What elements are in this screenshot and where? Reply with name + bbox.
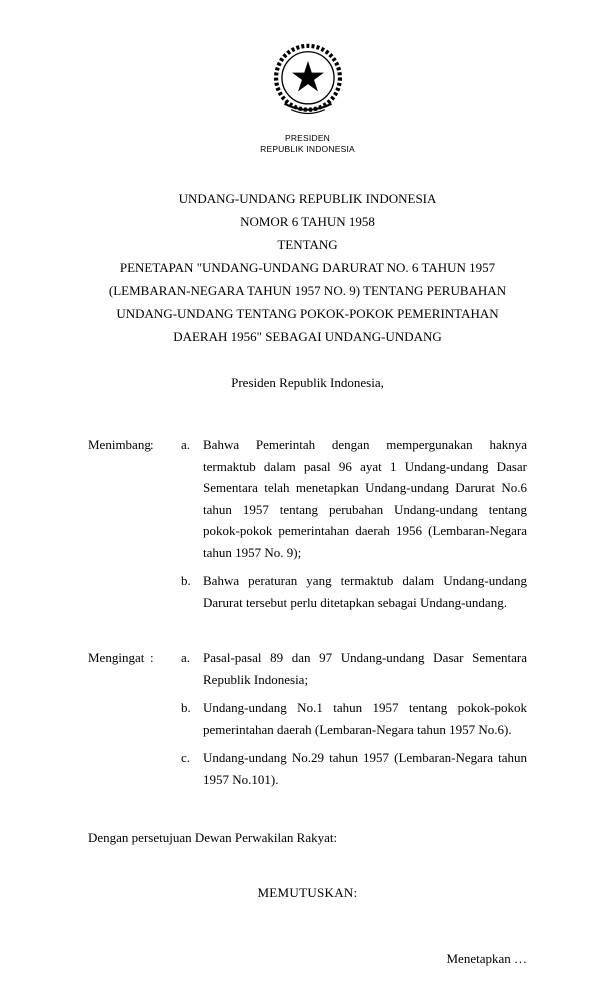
salutation: Presiden Republik Indonesia, bbox=[231, 375, 384, 390]
item-marker: a. bbox=[181, 437, 191, 452]
list-item bbox=[181, 697, 527, 740]
item-text: Bahwa peraturan yang termaktub dalam Undang-undang Darurat tersebut perlu ditetapkan sebagai Undang-undang. bbox=[203, 573, 527, 610]
item-marker: c. bbox=[181, 750, 191, 765]
item-marker: b. bbox=[181, 700, 191, 715]
legal-basis-clause bbox=[88, 647, 527, 790]
considerations-items bbox=[181, 434, 527, 613]
decision-heading: MEMUTUSKAN: bbox=[257, 885, 358, 900]
list-item bbox=[181, 747, 527, 790]
item-marker: b. bbox=[181, 573, 191, 588]
title-number: NOMOR 6 TAHUN 1958 bbox=[240, 214, 375, 229]
item-text: Pasal-pasal 89 dan 97 Undang-undang Dasar Sementara Republik Indonesia; bbox=[203, 650, 527, 687]
item-text: Undang-undang No.1 tahun 1957 tentang pokok-pokok pemerintahan daerah (Lembaran-Negara tahun 1957 No.6). bbox=[203, 700, 527, 737]
considerations-label: Menimbang bbox=[88, 437, 151, 452]
legal-basis-colon: : bbox=[150, 650, 154, 665]
legal-basis-label: Mengingat bbox=[88, 650, 145, 665]
letterhead-line1: PRESIDEN bbox=[284, 133, 331, 143]
list-item bbox=[181, 434, 527, 563]
letterhead-text bbox=[88, 133, 527, 154]
considerations-colon: : bbox=[150, 437, 154, 452]
catchword: Menetapkan … bbox=[446, 951, 527, 966]
agreement-line: Dengan persetujuan Dewan Perwakilan Rakyat: bbox=[88, 830, 338, 845]
title-line1: UNDANG-UNDANG REPUBLIK INDONESIA bbox=[178, 191, 437, 206]
presidential-seal-icon bbox=[266, 40, 350, 124]
item-text: Bahwa Pemerintah dengan mempergunakan haknya termaktub dalam pasal 96 ayat 1 Undang-undang Dasar Sementara telah menetapkan Undang-undang Darurat No.6 tahun 1957 tentang perubahan Undang-undang tentang pokok-pokok pemerintahan daerah 1956 (Lembaran-Negara tahun 1957 No. 9); bbox=[203, 437, 527, 560]
letterhead-line2: REPUBLIK INDONESIA bbox=[260, 143, 355, 154]
legal-basis-items bbox=[181, 647, 527, 790]
list-item bbox=[181, 647, 527, 690]
title-block bbox=[88, 187, 527, 348]
considerations-clause bbox=[88, 434, 527, 613]
item-text: Undang-undang No.29 tahun 1957 (Lembaran-Negara tahun 1957 No.101). bbox=[203, 750, 527, 787]
item-marker: a. bbox=[181, 650, 191, 665]
letterhead bbox=[88, 40, 527, 154]
title-subject: PENETAPAN "UNDANG-UNDANG DARURAT NO. 6 TAHUN 1957 (LEMBARAN-NEGARA TAHUN 1957 NO. 9) TENTANG PERUBAHAN UNDANG-UNDANG TENTANG POKOK-POKOK PEMERINTAHAN DAERAH 1956" SEBAGAI UNDANG-UNDANG bbox=[108, 260, 507, 344]
list-item bbox=[181, 570, 527, 613]
title-tentang: TENTANG bbox=[277, 237, 338, 252]
